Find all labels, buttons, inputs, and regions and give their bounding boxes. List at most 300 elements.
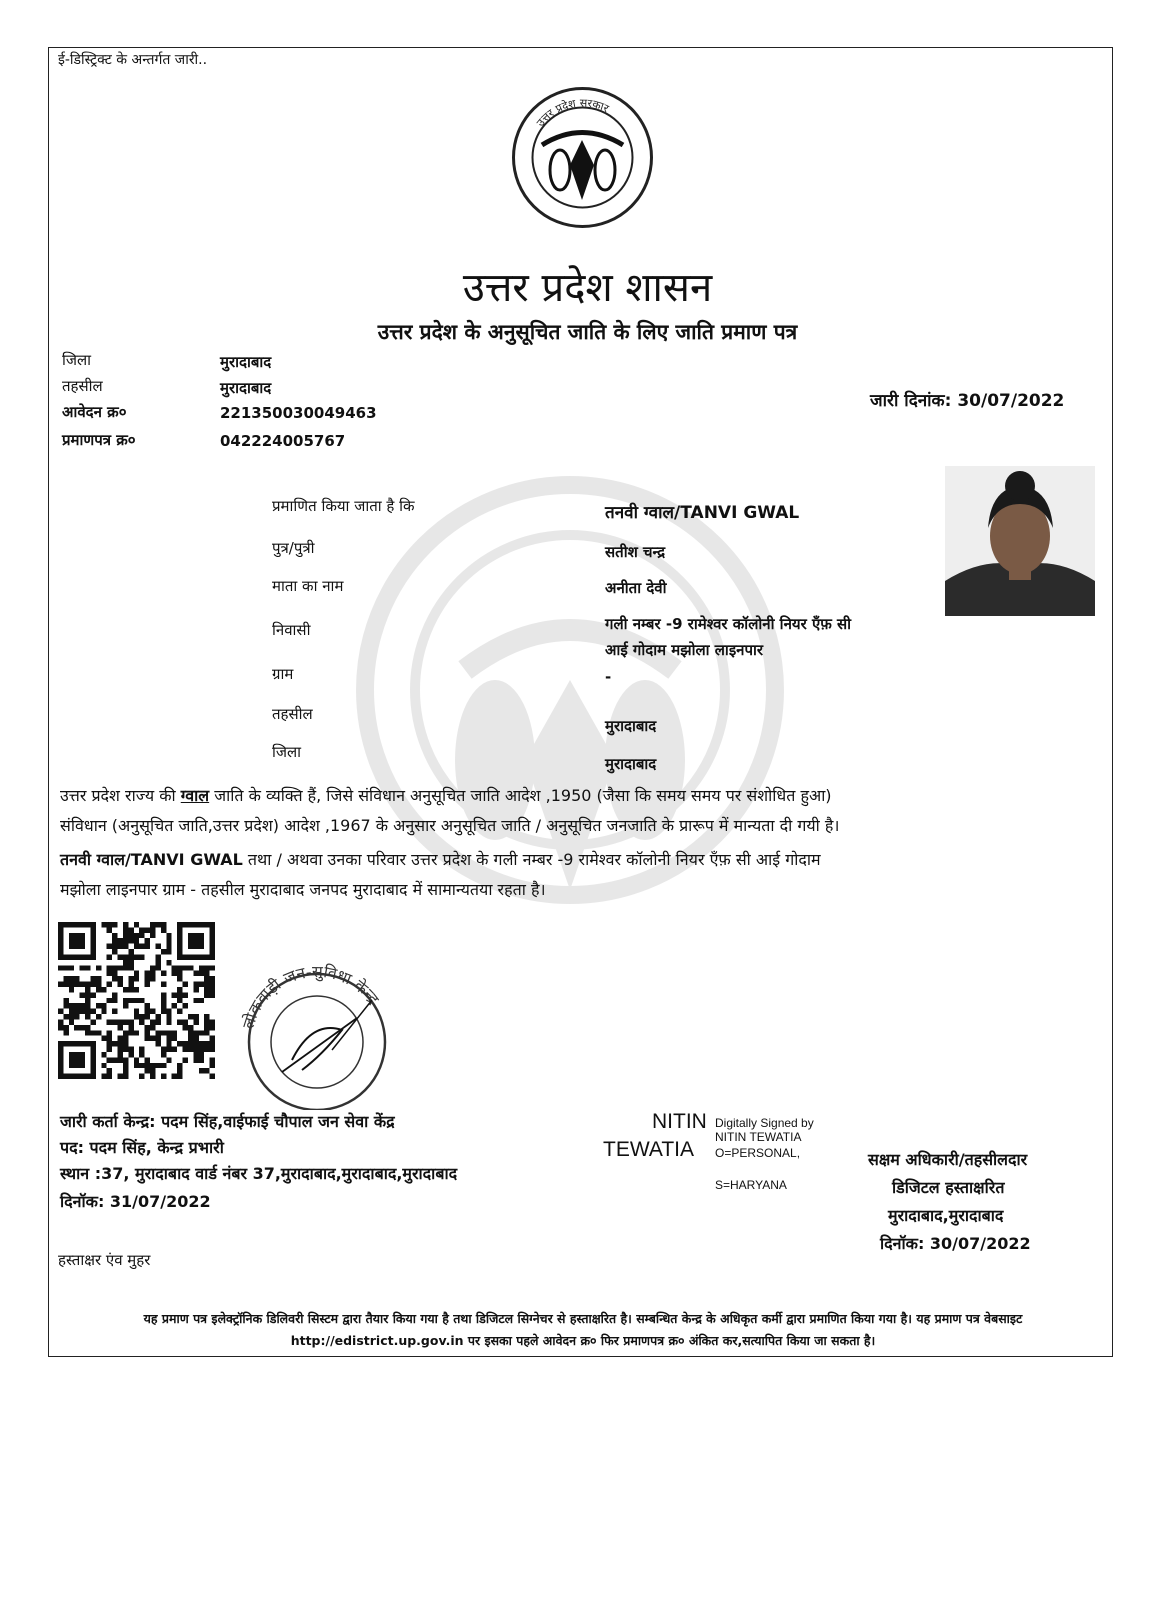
qr-module bbox=[85, 1074, 90, 1079]
qr-module bbox=[90, 927, 95, 932]
qr-module bbox=[90, 1041, 95, 1046]
qr-module bbox=[150, 1036, 155, 1041]
qr-module bbox=[128, 982, 133, 987]
authority-date: दिनॉक: 30/07/2022 bbox=[880, 1234, 1031, 1253]
qr-module bbox=[74, 1041, 79, 1046]
qr-module bbox=[85, 954, 90, 959]
mother-name: अनीता देवी bbox=[605, 579, 667, 597]
qr-module bbox=[150, 927, 155, 932]
qr-module bbox=[210, 1047, 215, 1052]
qr-module bbox=[69, 922, 74, 927]
qr-module bbox=[150, 965, 155, 970]
qr-module bbox=[166, 1057, 171, 1062]
qr-module bbox=[188, 1047, 193, 1052]
qr-module bbox=[80, 938, 85, 943]
qr-module bbox=[199, 938, 204, 943]
qr-module bbox=[193, 938, 198, 943]
qr-module bbox=[128, 949, 133, 954]
qr-module bbox=[172, 1030, 177, 1035]
qr-module bbox=[90, 992, 95, 997]
qr-module bbox=[128, 960, 133, 965]
qr-module bbox=[204, 971, 209, 976]
qr-module bbox=[199, 998, 204, 1003]
qr-module bbox=[183, 1057, 188, 1062]
qr-module bbox=[69, 1063, 74, 1068]
qr-module bbox=[145, 927, 150, 932]
qr-module bbox=[161, 1009, 166, 1014]
qr-module bbox=[107, 998, 112, 1003]
qr-module bbox=[128, 965, 133, 970]
qr-module bbox=[155, 922, 160, 927]
qr-module bbox=[128, 1030, 133, 1035]
qr-module bbox=[177, 998, 182, 1003]
qr-module bbox=[145, 1036, 150, 1041]
qr-module bbox=[123, 922, 128, 927]
qr-module bbox=[101, 1052, 106, 1057]
qr-module bbox=[166, 944, 171, 949]
qr-module bbox=[80, 982, 85, 987]
qr-module bbox=[134, 1030, 139, 1035]
qr-module bbox=[210, 927, 215, 932]
qr-module bbox=[199, 933, 204, 938]
qr-module bbox=[155, 1041, 160, 1046]
qr-module bbox=[63, 1025, 68, 1030]
qr-module bbox=[58, 944, 63, 949]
qr-module bbox=[80, 1074, 85, 1079]
qr-module bbox=[58, 954, 63, 959]
qr-module bbox=[90, 1009, 95, 1014]
qr-module bbox=[210, 922, 215, 927]
qr-module bbox=[139, 1063, 144, 1068]
qr-module bbox=[69, 965, 74, 970]
qr-module bbox=[177, 933, 182, 938]
meta-district-value: मुरादाबाद bbox=[220, 353, 272, 371]
paragraph-line2: संविधान (अनुसूचित जाति,उत्तर प्रदेश) आदेश ,1967 के अनुसार अनुसूचित जाति / अनुसूचित जनजाति के प्रारूप में मान्यता दी गयी है। bbox=[60, 816, 840, 835]
qr-module bbox=[145, 944, 150, 949]
qr-module bbox=[69, 1003, 74, 1008]
qr-module bbox=[204, 1030, 209, 1035]
qr-module bbox=[134, 976, 139, 981]
qr-module bbox=[69, 982, 74, 987]
qr-module bbox=[166, 1014, 171, 1019]
qr-module bbox=[112, 1041, 117, 1046]
qr-module bbox=[210, 1019, 215, 1024]
qr-module bbox=[188, 1014, 193, 1019]
qr-module bbox=[107, 1074, 112, 1079]
qr-module bbox=[63, 976, 68, 981]
qr-module bbox=[193, 1041, 198, 1046]
qr-module bbox=[166, 1009, 171, 1014]
signature-seal-label: हस्ताक्षर एंव मुहर bbox=[58, 1251, 151, 1269]
qr-module bbox=[96, 965, 101, 970]
header-note: ई-डिस्ट्रिक्ट के अन्तर्गत जारी.. bbox=[58, 52, 208, 68]
qr-module bbox=[161, 1030, 166, 1035]
qr-module bbox=[69, 1041, 74, 1046]
qr-module bbox=[134, 954, 139, 959]
qr-module bbox=[107, 982, 112, 987]
qr-module bbox=[123, 938, 128, 943]
qr-module bbox=[128, 927, 133, 932]
qr-module bbox=[123, 1074, 128, 1079]
qr-module bbox=[107, 927, 112, 932]
qr-module bbox=[183, 1019, 188, 1024]
qr-module bbox=[112, 1057, 117, 1062]
qr-module bbox=[69, 1014, 74, 1019]
issuer-post: पद: पदम सिंह, केन्द्र प्रभारी bbox=[60, 1138, 224, 1157]
qr-module bbox=[210, 933, 215, 938]
qr-module bbox=[134, 1057, 139, 1062]
qr-module bbox=[177, 1019, 182, 1024]
qr-module bbox=[166, 1019, 171, 1024]
qr-module bbox=[166, 1041, 171, 1046]
qr-module bbox=[134, 1063, 139, 1068]
qr-module bbox=[63, 1041, 68, 1046]
qr-module bbox=[80, 992, 85, 997]
qr-module bbox=[69, 987, 74, 992]
qr-module bbox=[85, 965, 90, 970]
qr-module bbox=[204, 1068, 209, 1073]
applicant-photo bbox=[945, 466, 1095, 616]
qr-module bbox=[123, 954, 128, 959]
qr-module bbox=[177, 971, 182, 976]
qr-module bbox=[85, 1041, 90, 1046]
resident-address-line2: आई गोदाम मझोला लाइनपार bbox=[605, 641, 764, 659]
qr-module bbox=[155, 965, 160, 970]
qr-module bbox=[69, 944, 74, 949]
qr-module bbox=[118, 1074, 123, 1079]
sign-line3: O=PERSONAL, bbox=[715, 1146, 801, 1160]
qr-module bbox=[183, 1041, 188, 1046]
qr-module bbox=[188, 1041, 193, 1046]
authority-title: सक्षम अधिकारी/तहसीलदार bbox=[868, 1150, 1028, 1169]
qr-module bbox=[145, 1009, 150, 1014]
qr-module bbox=[74, 976, 79, 981]
qr-module bbox=[145, 1063, 150, 1068]
qr-module bbox=[69, 954, 74, 959]
qr-module bbox=[90, 1047, 95, 1052]
qr-module bbox=[74, 944, 79, 949]
qr-module bbox=[188, 944, 193, 949]
qr-module bbox=[210, 1074, 215, 1079]
caste-name: ग्वाल bbox=[180, 786, 210, 805]
paragraph-line4: मझोला लाइनपार ग्राम - तहसील मुरादाबाद जनपद मुरादाबाद में सामान्यतया रहता है। bbox=[60, 880, 546, 899]
qr-module bbox=[155, 1063, 160, 1068]
qr-module bbox=[139, 1014, 144, 1019]
qr-module bbox=[118, 1047, 123, 1052]
authority-place: मुरादाबाद,मुरादाबाद bbox=[888, 1206, 1004, 1225]
qr-module bbox=[58, 982, 63, 987]
qr-module bbox=[74, 1025, 79, 1030]
qr-module bbox=[199, 1041, 204, 1046]
qr-module bbox=[107, 1041, 112, 1046]
qr-module bbox=[90, 1030, 95, 1035]
qr-module bbox=[101, 1009, 106, 1014]
qr-module bbox=[166, 1036, 171, 1041]
qr-module bbox=[139, 1074, 144, 1079]
qr-module bbox=[90, 1074, 95, 1079]
qr-module bbox=[204, 987, 209, 992]
qr-module bbox=[134, 938, 139, 943]
qr-module bbox=[107, 1019, 112, 1024]
qr-module bbox=[118, 938, 123, 943]
qr-module bbox=[80, 1041, 85, 1046]
qr-module bbox=[123, 1036, 128, 1041]
qr-module bbox=[107, 922, 112, 927]
qr-module bbox=[85, 992, 90, 997]
qr-module bbox=[210, 987, 215, 992]
qr-module bbox=[112, 976, 117, 981]
qr-module bbox=[188, 1025, 193, 1030]
qr-module bbox=[145, 1003, 150, 1008]
qr-module bbox=[123, 987, 128, 992]
qr-module bbox=[145, 1057, 150, 1062]
qr-module bbox=[112, 965, 117, 970]
qr-module bbox=[118, 976, 123, 981]
qr-module bbox=[172, 971, 177, 976]
meta-application-label: आवेदन क्र० bbox=[62, 403, 127, 421]
qr-module bbox=[161, 1003, 166, 1008]
qr-module bbox=[90, 982, 95, 987]
qr-module bbox=[177, 976, 182, 981]
qr-module bbox=[74, 938, 79, 943]
qr-module bbox=[210, 938, 215, 943]
qr-module bbox=[107, 954, 112, 959]
qr-module bbox=[155, 960, 160, 965]
qr-module bbox=[166, 1047, 171, 1052]
qr-module bbox=[58, 1057, 63, 1062]
qr-module bbox=[112, 1019, 117, 1024]
qr-module bbox=[128, 976, 133, 981]
qr-module bbox=[74, 1052, 79, 1057]
qr-module bbox=[80, 1003, 85, 1008]
qr-module bbox=[166, 949, 171, 954]
qr-module bbox=[123, 1003, 128, 1008]
qr-module bbox=[188, 933, 193, 938]
issuing-center: जारी कर्ता केन्द्र: पदम सिंह,वाईफाई चौपाल जन सेवा केंद्र bbox=[60, 1112, 395, 1131]
qr-module bbox=[74, 1009, 79, 1014]
qr-module bbox=[193, 922, 198, 927]
qr-module bbox=[118, 965, 123, 970]
qr-module bbox=[210, 982, 215, 987]
qr-module bbox=[85, 982, 90, 987]
qr-module bbox=[58, 1047, 63, 1052]
qr-module bbox=[161, 1052, 166, 1057]
sign-line2: NITIN TEWATIA bbox=[715, 1130, 802, 1144]
qr-module bbox=[123, 998, 128, 1003]
qr-module bbox=[123, 1030, 128, 1035]
qr-module bbox=[96, 1014, 101, 1019]
qr-module bbox=[134, 998, 139, 1003]
qr-module bbox=[134, 1014, 139, 1019]
qr-module bbox=[188, 1036, 193, 1041]
qr-module bbox=[172, 1047, 177, 1052]
qr-module bbox=[188, 965, 193, 970]
father-name: सतीश चन्द्र bbox=[605, 543, 666, 561]
qr-module bbox=[183, 1025, 188, 1030]
qr-module bbox=[161, 998, 166, 1003]
up-government-emblem-icon bbox=[510, 85, 655, 230]
qr-module bbox=[107, 1036, 112, 1041]
qr-module bbox=[58, 933, 63, 938]
qr-module bbox=[150, 1074, 155, 1079]
qr-module bbox=[58, 1063, 63, 1068]
qr-module bbox=[188, 1030, 193, 1035]
qr-module bbox=[90, 938, 95, 943]
qr-module bbox=[139, 944, 144, 949]
qr-module bbox=[134, 987, 139, 992]
qr-module bbox=[107, 944, 112, 949]
qr-module bbox=[85, 1009, 90, 1014]
qr-module bbox=[128, 987, 133, 992]
qr-module bbox=[112, 944, 117, 949]
district-value: मुरादाबाद bbox=[605, 755, 657, 773]
qr-module bbox=[85, 1014, 90, 1019]
qr-module bbox=[85, 987, 90, 992]
issue-date: जारी दिनांक: 30/07/2022 bbox=[870, 391, 1065, 411]
qr-module bbox=[161, 992, 166, 997]
qr-module bbox=[74, 922, 79, 927]
qr-module bbox=[177, 1068, 182, 1073]
qr-module bbox=[177, 938, 182, 943]
qr-module bbox=[63, 965, 68, 970]
qr-module bbox=[90, 954, 95, 959]
qr-module bbox=[63, 922, 68, 927]
qr-module bbox=[80, 944, 85, 949]
qr-module bbox=[118, 954, 123, 959]
qr-module bbox=[199, 1057, 204, 1062]
qr-module bbox=[101, 1063, 106, 1068]
qr-module bbox=[193, 1019, 198, 1024]
qr-module bbox=[58, 1025, 63, 1030]
qr-module bbox=[69, 938, 74, 943]
qr-module bbox=[123, 965, 128, 970]
meta-certificate-label: प्रमाणपत्र क्र० bbox=[62, 431, 136, 449]
qr-module bbox=[58, 949, 63, 954]
certificate-subtitle: उत्तर प्रदेश के अनुसूचित जाति के लिए जाति प्रमाण पत्र bbox=[377, 320, 798, 344]
qr-module bbox=[74, 1063, 79, 1068]
qr-module bbox=[199, 954, 204, 959]
qr-module bbox=[134, 1009, 139, 1014]
qr-module bbox=[210, 1025, 215, 1030]
qr-module bbox=[118, 1041, 123, 1046]
qr-module bbox=[107, 1047, 112, 1052]
detail-resident-label: निवासी bbox=[272, 621, 311, 639]
qr-module bbox=[183, 965, 188, 970]
qr-module bbox=[204, 1041, 209, 1046]
qr-module bbox=[161, 982, 166, 987]
qr-module bbox=[118, 1025, 123, 1030]
qr-module bbox=[123, 1063, 128, 1068]
qr-module bbox=[123, 1019, 128, 1024]
applicant-name: तनवी ग्वाल/TANVI GWAL bbox=[605, 503, 800, 523]
qr-module bbox=[101, 987, 106, 992]
qr-module bbox=[90, 944, 95, 949]
qr-module bbox=[134, 922, 139, 927]
qr-module bbox=[145, 1025, 150, 1030]
qr-module bbox=[112, 922, 117, 927]
qr-module bbox=[118, 982, 123, 987]
qr-module bbox=[193, 998, 198, 1003]
meta-tehsil-value: मुरादाबाद bbox=[220, 379, 272, 397]
meta-district-label: जिला bbox=[62, 351, 92, 369]
qr-module bbox=[210, 965, 215, 970]
qr-module bbox=[188, 954, 193, 959]
qr-module bbox=[123, 1057, 128, 1062]
qr-module bbox=[90, 1057, 95, 1062]
qr-module bbox=[199, 971, 204, 976]
qr-module bbox=[58, 1041, 63, 1046]
qr-module bbox=[204, 982, 209, 987]
qr-module bbox=[155, 1030, 160, 1035]
qr-module bbox=[193, 982, 198, 987]
qr-module bbox=[112, 949, 117, 954]
qr-module bbox=[101, 1003, 106, 1008]
qr-module bbox=[177, 1009, 182, 1014]
qr-module bbox=[123, 1047, 128, 1052]
qr-module bbox=[145, 938, 150, 943]
qr-module bbox=[90, 1052, 95, 1057]
qr-module bbox=[58, 922, 63, 927]
detail-mother-label: माता का नाम bbox=[272, 577, 344, 595]
qr-module bbox=[128, 998, 133, 1003]
qr-module bbox=[150, 1025, 155, 1030]
meta-certificate-number: 042224005767 bbox=[220, 432, 346, 450]
qr-module bbox=[80, 1063, 85, 1068]
qr-module bbox=[210, 1057, 215, 1062]
qr-module bbox=[166, 1030, 171, 1035]
qr-module bbox=[177, 922, 182, 927]
qr-module bbox=[199, 1030, 204, 1035]
qr-module bbox=[118, 1019, 123, 1024]
qr-module bbox=[74, 1074, 79, 1079]
qr-module bbox=[63, 998, 68, 1003]
qr-module bbox=[63, 1074, 68, 1079]
issuer-date: दिनॉक: 31/07/2022 bbox=[60, 1192, 211, 1211]
qr-module bbox=[193, 1057, 198, 1062]
qr-module bbox=[210, 1063, 215, 1068]
qr-module bbox=[150, 1063, 155, 1068]
qr-module bbox=[204, 965, 209, 970]
qr-module bbox=[85, 1025, 90, 1030]
stamp-text: लोकवाड़ी जन-सुविधा केन्द्र bbox=[238, 961, 384, 1031]
qr-module bbox=[199, 944, 204, 949]
qr-module bbox=[204, 992, 209, 997]
qr-module bbox=[63, 1003, 68, 1008]
qr-module bbox=[58, 938, 63, 943]
footer-note: यह प्रमाण पत्र इलेक्ट्रॉनिक डिलिवरी सिस्टम द्वारा तैयार किया गया है तथा डिजिटल सिग्नेचर से हस्ताक्षरित है। सम्बन्धित केन्द्र के अधिकृत कर्मी द्वारा प्रमाणित किया गया है। यह प्रमाण पत्र वेबसाइट http://edistrict.up.gov.in पर इसका पहले आवेदन क्र० फिर प्रमाणपत्र क्र० अंकित कर,सत्यापित किया जा सकता है। bbox=[143, 1311, 1023, 1348]
qr-module bbox=[90, 1019, 95, 1024]
meta-application-number: 221350030049463 bbox=[220, 404, 377, 422]
qr-module bbox=[204, 1019, 209, 1024]
qr-module bbox=[177, 987, 182, 992]
qr-module bbox=[139, 1052, 144, 1057]
qr-module bbox=[177, 944, 182, 949]
qr-module bbox=[90, 976, 95, 981]
qr-module bbox=[150, 971, 155, 976]
qr-module bbox=[139, 1047, 144, 1052]
qr-module bbox=[90, 933, 95, 938]
qr-module bbox=[177, 1063, 182, 1068]
qr-module bbox=[145, 1014, 150, 1019]
qr-module bbox=[210, 976, 215, 981]
qr-module bbox=[63, 982, 68, 987]
qr-module bbox=[199, 1052, 204, 1057]
qr-module bbox=[139, 1019, 144, 1024]
qr-module bbox=[80, 965, 85, 970]
qr-module bbox=[193, 1014, 198, 1019]
qr-module bbox=[177, 927, 182, 932]
paragraph-line1: उत्तर प्रदेश राज्य की ग्वाल जाति के व्यक्ति हैं, जिसे संविधान अनुसूचित जाति आदेश ,1950 (जैसा कि समय समय पर संशोधित हुआ) bbox=[60, 786, 832, 805]
